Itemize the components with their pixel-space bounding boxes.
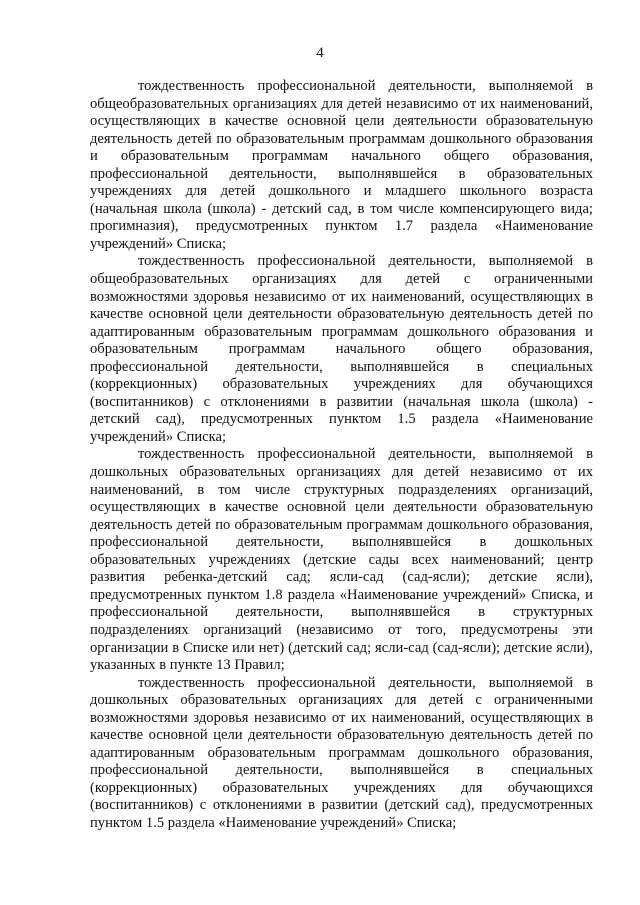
document-body [90, 78, 593, 833]
page-number: 4 [316, 45, 324, 61]
paragraph: тождественность профессиональной деятельности, выполняемой в дошкольных образовательных организациях для детей независимо от их наименований, в том числе структурных подразделениях организаций, осуществляющих в качестве основной цели деятельности образовательную деятельность детей по образовательным программам дошкольного образования, профессиональной деятельности, выполнявшейся в дошкольных образовательных учреждениях (детские сады всех наименований; центр развития ребенка-детский сад; ясли-сад (сад-ясли); детские ясли), предусмотренных пунктом 1.8 раздела «Наименование учреждений» Списка, и профессиональной деятельности, выполнявшейся в структурных подразделениях организаций (независимо от того, предусмотрены эти организации в Списке или нет) (детский сад; ясли-сад (сад-ясли); детские ясли), указанных в пункте 13 Правил; [90, 446, 593, 674]
paragraph: тождественность профессиональной деятельности, выполняемой в дошкольных образовательных организациях для детей с ограниченными возможностями здоровья независимо от их наименований, осуществляющих в качестве основной цели деятельности образовательную деятельность детей по адаптированным образовательным программам дошкольного образования, профессиональной деятельности, выполнявшейся в специальных (коррекционных) образовательных учреждениях для обучающихся (воспитанников) с отклонениями в развитии (детский сад), предусмотренных пунктом 1.5 раздела «Наименование учреждений» Списка; [90, 674, 593, 831]
paragraph: тождественность профессиональной деятельности, выполняемой в общеобразовательных организациях для детей с ограниченными возможностями здоровья независимо от их наименований, осуществляющих в качестве основной цели деятельности образовательную деятельность детей по адаптированным образовательным программам дошкольного образования и образовательным программам начального общего образования, профессиональной деятельности, выполнявшейся в специальных (коррекционных) образовательных учреждениях для обучающихся (воспитанников) с отклонениями в развитии (начальная школа (школа) - детский сад), предусмотренных пунктом 1.5 раздела «Наименование учреждений» Списка; [90, 253, 593, 445]
paragraph: тождественность профессиональной деятельности, выполняемой в общеобразовательных организациях для детей независимо от их наименований, осуществляющих в качестве основной цели деятельности образовательную деятельность детей по образовательным программам дошкольного образования и образовательным программам начального общего образования, профессиональной деятельности, выполнявшейся в образовательных учреждениях для детей дошкольного и младшего школьного возраста (начальная школа (школа) - детский сад, в том числе компенсирующего вида; прогимназия), предусмотренных пунктом 1.7 раздела «Наименование учреждений» Списка; [90, 78, 593, 252]
